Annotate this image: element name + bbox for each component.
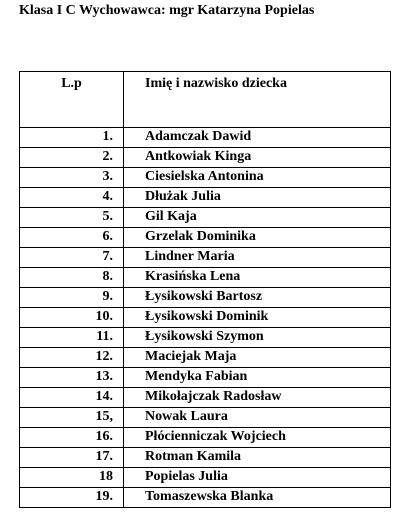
table-row [20,448,391,468]
student-name: Maciejak Maja [124,348,391,368]
table-body [20,128,391,508]
student-name: Płócienniczak Wojciech [124,428,391,448]
table-row [20,208,391,228]
table-row [20,468,391,488]
student-name: Mendyka Fabian [124,368,391,388]
table-row [20,248,391,268]
table-row [20,308,391,328]
row-number: 7. [20,248,124,268]
row-number: 12. [20,348,124,368]
table-row [20,388,391,408]
student-name: Popielas Julia [124,468,391,488]
table-row [20,148,391,168]
table-row [20,368,391,388]
student-name: Łysikowski Dominik [124,308,391,328]
row-number: 13. [20,368,124,388]
table-row [20,348,391,368]
student-name: Łysikowski Bartosz [124,288,391,308]
student-name: Nowak Laura [124,408,391,428]
student-name: Łysikowski Szymon [124,328,391,348]
table-row [20,268,391,288]
student-name: Antkowiak Kinga [124,148,391,168]
row-number: 16. [20,428,124,448]
student-name: Krasińska Lena [124,268,391,288]
table-row [20,288,391,308]
column-header-number: L.p [20,72,124,128]
student-name: Ciesielska Antonina [124,168,391,188]
row-number: 6. [20,228,124,248]
row-number: 18 [20,468,124,488]
table-row [20,128,391,148]
row-number: 14. [20,388,124,408]
table-row [20,488,391,508]
row-number: 15, [20,408,124,428]
row-number: 3. [20,168,124,188]
student-name: Rotman Kamila [124,448,391,468]
table-row [20,408,391,428]
student-name: Tomaszewska Blanka [124,488,391,508]
student-name: Lindner Maria [124,248,391,268]
document-title: Klasa I C Wychowawca: mgr Katarzyna Popielas [19,3,315,18]
row-number: 19. [20,488,124,508]
student-name: Gil Kaja [124,208,391,228]
student-name: Dłużak Julia [124,188,391,208]
table-row [20,168,391,188]
table-header-row [20,72,391,128]
table-row [20,228,391,248]
row-number: 9. [20,288,124,308]
row-number: 1. [20,128,124,148]
row-number: 8. [20,268,124,288]
row-number: 11. [20,328,124,348]
row-number: 5. [20,208,124,228]
table-row [20,428,391,448]
student-name: Adamczak Dawid [124,128,391,148]
row-number: 2. [20,148,124,168]
table-row [20,328,391,348]
row-number: 17. [20,448,124,468]
student-list-table [19,71,391,508]
row-number: 4. [20,188,124,208]
table-row [20,188,391,208]
row-number: 10. [20,308,124,328]
column-header-name: Imię i nazwisko dziecka [124,72,391,128]
student-name: Mikołajczak Radosław [124,388,391,408]
student-name: Grzelak Dominika [124,228,391,248]
